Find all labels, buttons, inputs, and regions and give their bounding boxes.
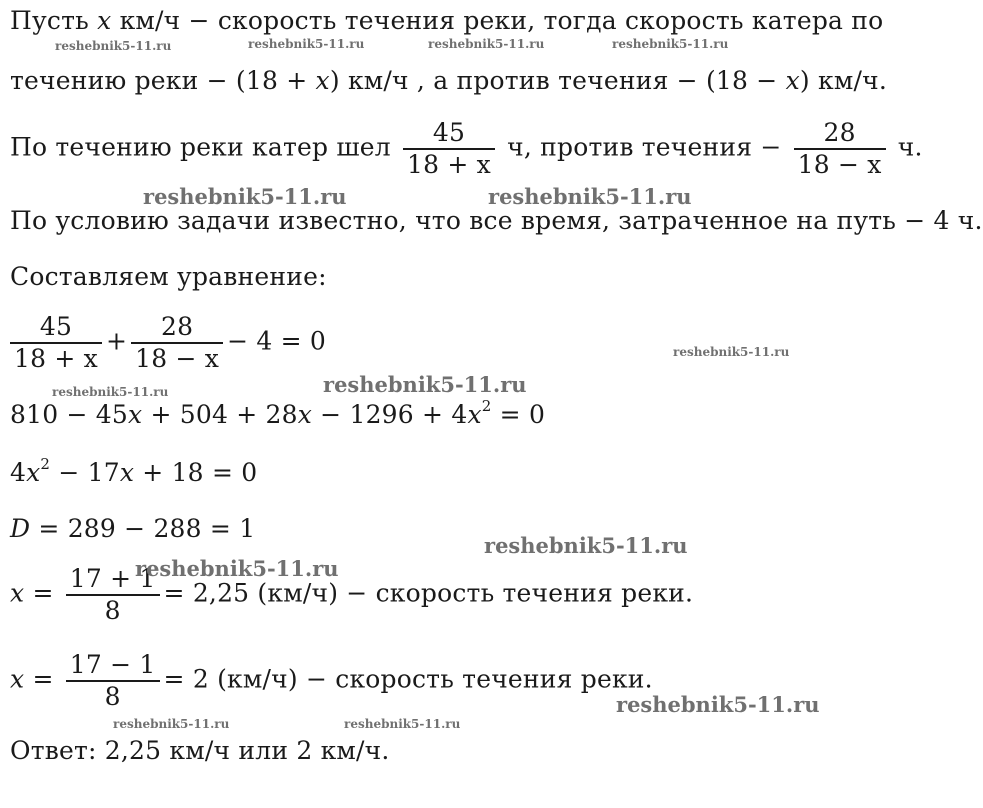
- text-segment: ч.: [889, 132, 923, 162]
- equals-sign: =: [24, 664, 62, 694]
- watermark: reshebnik5-11.ru: [52, 385, 169, 399]
- text-segment: км/ч − скорость течения реки, тогда скорость катера по: [111, 6, 884, 35]
- watermark: reshebnik5-11.ru: [248, 37, 365, 51]
- equation-6: [10, 650, 653, 712]
- watermark: reshebnik5-11.ru: [428, 37, 545, 51]
- variable-x: x: [785, 66, 800, 95]
- variable-x: x: [10, 578, 25, 608]
- equals-sign: =: [24, 578, 62, 608]
- text-line-5: Составляем уравнение:: [10, 262, 327, 291]
- variable-x: x: [315, 66, 330, 95]
- text-segment: ч, против течения −: [498, 132, 790, 162]
- text-segment: По течению реки катер шел: [10, 132, 399, 162]
- fraction-45: [403, 118, 495, 180]
- text-segment: течению реки − (18 +: [10, 66, 316, 95]
- watermark: reshebnik5-11.ru: [488, 184, 692, 209]
- text-segment: ) км/ч , а против течения − (18 −: [329, 66, 786, 95]
- fraction-numerator: 45: [10, 312, 102, 344]
- fraction-denominator: 18 + x: [14, 344, 98, 373]
- fraction-numerator: 28: [794, 118, 886, 150]
- watermark: reshebnik5-11.ru: [143, 184, 347, 209]
- text-line-4: По условию задачи известно, что все время, затраченное на путь − 4 ч.: [10, 206, 983, 235]
- text-line-3: [10, 118, 923, 180]
- equation-3: [10, 455, 258, 488]
- variable-x: x: [10, 664, 25, 694]
- variable-x: x: [26, 458, 41, 487]
- fraction-28: [794, 118, 886, 180]
- watermark: reshebnik5-11.ru: [323, 372, 527, 397]
- fraction-denominator: 18 + x: [407, 150, 491, 179]
- fraction-denominator: 18 − x: [797, 150, 882, 179]
- fraction-denominator: 8: [104, 596, 121, 625]
- watermark: reshebnik5-11.ru: [135, 556, 339, 581]
- variable-x: x: [467, 400, 482, 429]
- fraction-numerator: 28: [131, 312, 223, 344]
- text-segment: = 0: [491, 400, 546, 429]
- variable-x: x: [119, 458, 135, 487]
- fraction-numerator: 45: [403, 118, 495, 150]
- watermark: reshebnik5-11.ru: [113, 717, 230, 731]
- variable-x: x: [97, 6, 112, 35]
- text-segment: = 2,25 (км/ч) − скорость течения реки.: [163, 578, 694, 608]
- variable-x: x: [127, 400, 143, 429]
- text-segment: + 504 + 28: [142, 400, 298, 429]
- exponent: 2: [40, 455, 51, 473]
- watermark: reshebnik5-11.ru: [616, 692, 820, 717]
- fraction-denominator: 8: [104, 682, 121, 711]
- text-segment: 810 − 45: [10, 400, 128, 429]
- text-segment: Пусть: [10, 6, 98, 35]
- answer-line: Ответ: 2,25 км/ч или 2 км/ч.: [10, 736, 390, 765]
- fraction-45: [10, 312, 102, 374]
- equation-2: [10, 397, 546, 430]
- exponent: 2: [481, 397, 492, 415]
- fraction-root-2: [66, 650, 160, 712]
- text-segment: − 1296 + 4: [312, 400, 468, 429]
- fraction-denominator: 18 − x: [135, 344, 220, 373]
- watermark: reshebnik5-11.ru: [612, 37, 729, 51]
- equation-4: [10, 514, 255, 544]
- watermark: reshebnik5-11.ru: [55, 39, 172, 53]
- text-segment: = 289 − 288 = 1: [30, 514, 256, 543]
- fraction-28: [131, 312, 223, 374]
- fraction-numerator: 17 − 1: [66, 650, 160, 682]
- watermark: reshebnik5-11.ru: [673, 345, 790, 359]
- watermark: reshebnik5-11.ru: [484, 533, 688, 558]
- text-segment: ) км/ч.: [799, 66, 887, 95]
- text-segment: 4: [10, 458, 27, 487]
- text-segment: − 4 = 0: [227, 326, 327, 356]
- variable-d: D: [10, 514, 31, 543]
- text-segment: = 2 (км/ч) − скорость течения реки.: [163, 664, 653, 694]
- equation-1: [10, 312, 326, 374]
- text-line-1: [10, 6, 883, 36]
- variable-x: x: [297, 400, 313, 429]
- equation-5: [10, 564, 693, 626]
- text-line-2: [10, 66, 887, 96]
- watermark: reshebnik5-11.ru: [344, 717, 461, 731]
- plus-sign: +: [105, 326, 128, 356]
- text-segment: − 17: [50, 458, 120, 487]
- text-segment: + 18 = 0: [134, 458, 258, 487]
- fraction-numerator: 17 + 1: [66, 564, 160, 596]
